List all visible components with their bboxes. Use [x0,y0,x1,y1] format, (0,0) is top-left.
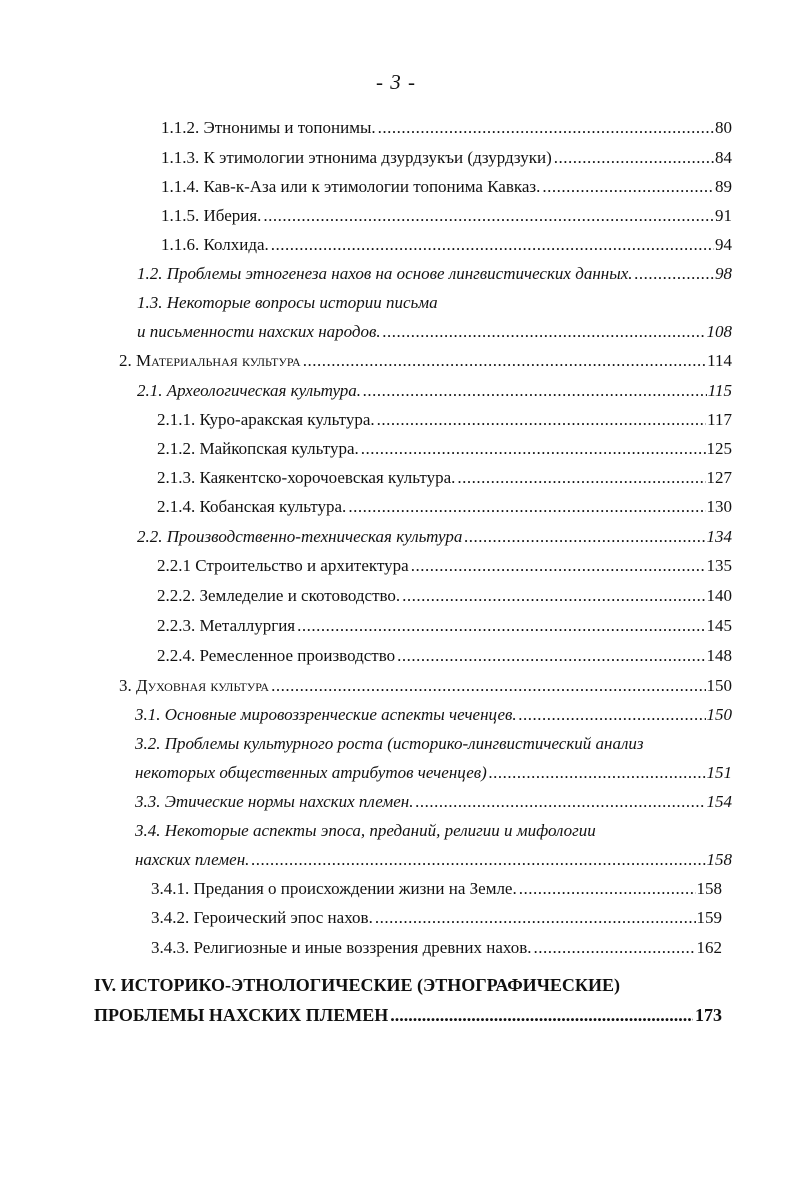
toc-entry[interactable] [135,762,732,784]
dot-leader [390,1003,693,1027]
toc-entry[interactable] [157,496,732,518]
toc-entry-page: 150 [706,676,732,695]
toc-entry-label: 1.1.2. Этнонимы и топонимы. [161,118,376,137]
dot-leader [464,526,705,548]
dot-leader [363,380,707,402]
toc-entry-page: 91 [715,206,732,225]
toc-entry-page: 154 [706,792,732,811]
toc-entry[interactable] [161,117,732,139]
toc-entry-label: 2.1.1. Куро-аракская культура. [157,410,375,429]
dot-leader [297,615,705,637]
dot-leader [271,234,714,256]
toc-entry[interactable] [135,791,732,813]
toc-entry-page: 158 [706,850,732,869]
toc-entry[interactable] [161,176,732,198]
toc-entry-label: некоторых общественных атрибутов чеченцев) [135,763,487,782]
toc-entry[interactable] [137,380,732,402]
toc-entry-page: 151 [706,763,732,782]
dot-leader [489,762,706,784]
toc-entry-label: и письменности нахских народов. [137,322,381,341]
dot-leader [519,704,706,726]
toc-entry-label: 2.1.2. Майкопская культура. [157,439,359,458]
dot-leader [375,907,696,929]
toc-entry-page: 140 [706,586,732,605]
dot-leader [348,496,705,518]
toc-entry-label: 3.4.1. Предания о происхождении жизни на Земле. [151,879,517,898]
dot-leader [303,350,706,372]
toc-entry-label: 1.1.5. Иберия. [161,206,262,225]
toc-entry-label: нахских племен. [135,850,250,869]
toc-entry[interactable] [151,937,722,959]
toc-entry[interactable] [157,438,732,460]
toc-entry-page: 80 [715,118,732,137]
toc-entry-label: 1.1.3. К этимологии этнонима дзурдзукъи (дзурдзуки) [161,148,552,167]
dot-leader [415,791,705,813]
toc-entry-label: 3. Духовная культура [119,676,270,695]
dot-leader [519,878,696,900]
toc-entry[interactable] [137,263,732,285]
dot-leader [554,147,714,169]
dot-leader [457,467,705,489]
dot-leader [402,585,705,607]
toc-entry[interactable] [157,615,732,637]
toc-entry[interactable] [157,555,732,577]
toc-entry[interactable] [119,350,732,372]
toc-entry-label: 1.2. Проблемы этногенеза нахов на основе лингвистических данных. [137,264,633,283]
toc-entry-label: 1.1.4. Кав-к-Аза или к этимологии топонима Кавказ. [161,177,541,196]
dot-leader [383,321,706,343]
toc-entry-label: 2.1.4. Кобанская культура. [157,497,347,516]
dot-leader [411,555,706,577]
dot-leader [377,409,706,431]
toc-entry[interactable] [157,467,732,489]
dot-leader [635,263,715,285]
toc-entry-page: 134 [706,527,732,546]
toc-entry-page: 135 [706,556,732,575]
dot-leader [378,117,714,139]
dot-leader [263,205,714,227]
toc-entry[interactable] [157,409,732,431]
toc-entry[interactable] [157,645,732,667]
toc-entry-label: 3.4.3. Религиозные и иные воззрения древних нахов. [151,938,532,957]
toc-entry-label: 2.1.3. Каякентско-хорочоевская культура. [157,468,456,487]
toc-entry[interactable] [151,907,722,929]
toc-entry-page: 115 [707,381,732,400]
page-number: - 3 - [376,70,416,94]
toc-entry-page: 89 [715,177,732,196]
toc-entry[interactable] [151,878,722,900]
toc-entry-page: 130 [706,497,732,516]
toc-entry-page: 125 [706,439,732,458]
toc-entry[interactable] [161,234,732,256]
toc-entry-page: 117 [707,410,732,429]
dot-leader [271,675,705,697]
toc-entry-label: 2.2.2. Земледелие и скотоводство. [157,586,401,605]
toc-entry-label-line: 3.2. Проблемы культурного роста (историко-лингвистический анализ [135,734,644,753]
toc-entry-page: 84 [715,148,732,167]
dot-leader [534,937,696,959]
toc-entry-label-line: 3.4. Некоторые аспекты эпоса, преданий, религии и мифологии [135,821,596,840]
toc-entry-label: 2.2. Производственно-техническая культура [137,527,463,546]
toc-entry-page: 98 [715,264,732,283]
toc-entry-label: 1.1.6. Колхида. [161,235,269,254]
toc-entry-label: 2. Материальная культура [119,351,301,370]
toc-entry-label: 2.2.4. Ремесленное производство [157,646,396,665]
chapter-title-line: IV. ИСТОРИКО-ЭТНОЛОГИЧЕСКИЕ (ЭТНОГРАФИЧЕСКИЕ) [94,975,620,995]
toc-entry[interactable] [161,205,732,227]
toc-entry[interactable] [135,849,732,871]
toc-entry[interactable] [135,704,732,726]
dot-leader [251,849,705,871]
dot-leader [397,645,705,667]
toc-entry-page: 148 [706,646,732,665]
toc-entry[interactable] [137,526,732,548]
toc-entry-page: 158 [696,879,722,898]
dot-leader [542,176,714,198]
toc-entry[interactable] [137,321,732,343]
chapter-entry[interactable] [94,1003,722,1027]
chapter-page: 173 [695,1005,722,1025]
toc-entry-page: 94 [715,235,732,254]
toc-entry-label: 2.1. Археологическая культура. [137,381,362,400]
toc-entry-page: 162 [696,938,722,957]
toc-entry-label: 3.3. Этические нормы нахских племен. [135,792,414,811]
toc-entry-label: 2.2.1 Строительство и архитектура [157,556,409,575]
toc-entry-label: 3.1. Основные мировоззренческие аспекты чеченцев. [135,705,517,724]
chapter-title: ПРОБЛЕМЫ НАХСКИХ ПЛЕМЕН [94,1005,389,1025]
toc-entry-label-line: 1.3. Некоторые вопросы истории письма [137,293,438,312]
toc-entry-page: 145 [706,616,732,635]
toc-entry[interactable] [119,675,732,697]
toc-entry-page: 114 [707,351,732,370]
toc-entry-page: 150 [706,705,732,724]
toc-entry-page: 127 [706,468,732,487]
toc-entry[interactable] [157,585,732,607]
dot-leader [361,438,706,460]
toc-entry-page: 108 [706,322,732,341]
toc-entry[interactable] [161,147,732,169]
toc-entry-page: 159 [696,908,722,927]
toc-entry-label: 3.4.2. Героический эпос нахов. [151,908,373,927]
toc-entry-label: 2.2.3. Металлургия [157,616,296,635]
